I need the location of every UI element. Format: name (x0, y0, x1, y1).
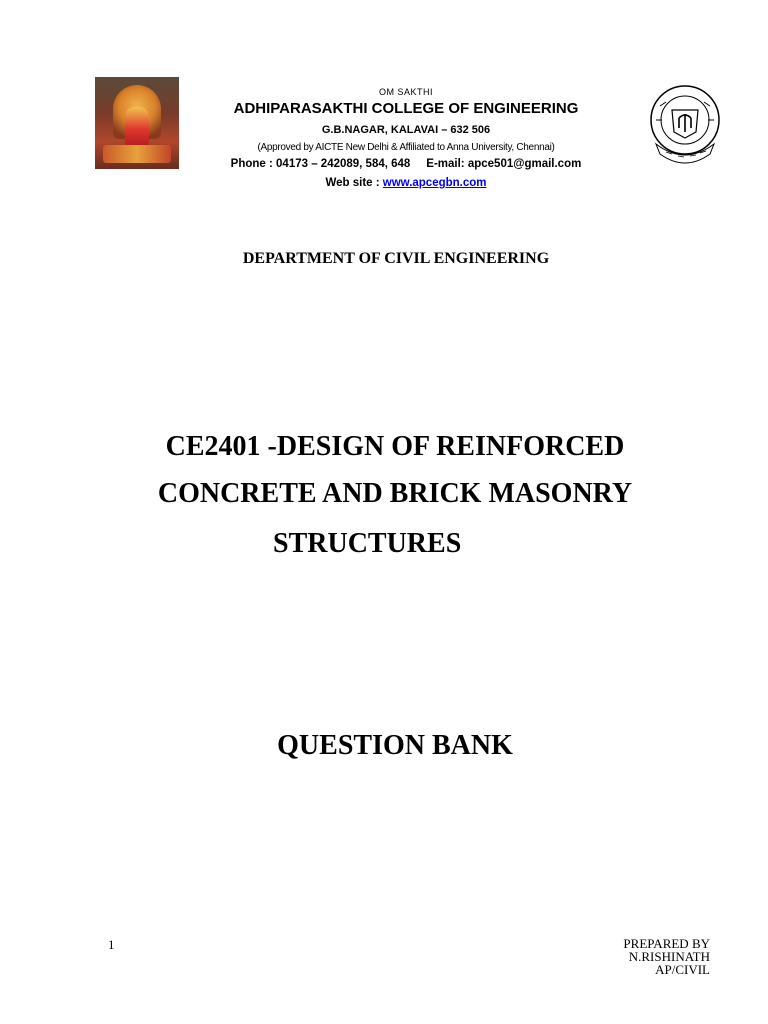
prepared-by-label: PREPARED BY (623, 936, 710, 951)
deity-photo (95, 77, 179, 169)
website-line (200, 177, 612, 189)
author-name: N.RISHINATH (628, 949, 710, 964)
website-label: Web site : (325, 177, 383, 189)
college-emblem-icon (646, 84, 724, 164)
page-number: 1 (108, 937, 115, 952)
contact-line: Phone : 04173 – 242089, 584, 648 E-mail: apce501@gmail.com (230, 158, 582, 170)
department-name: DEPARTMENT OF CIVIL ENGINEERING (242, 250, 550, 267)
om-sakthi: OM SAKTHI (378, 87, 433, 97)
website-link[interactable]: www.apcegbn.com (382, 177, 487, 189)
college-name: ADHIPARASAKTHI COLLEGE OF ENGINEERING (233, 100, 579, 117)
college-address: G.B.NAGAR, KALAVAI – 632 506 (321, 124, 491, 136)
course-title-line2: CONCRETE AND BRICK MASONRY (157, 478, 633, 509)
author-designation: AP/CIVIL (655, 962, 710, 977)
approval-note: (Approved by AICTE New Delhi & Affiliated to Anna University, Chennai) (257, 142, 555, 153)
prepared-by-block (623, 937, 710, 976)
course-title-line1: CE2401 -DESIGN OF REINFORCED (165, 431, 625, 462)
course-title-line3: STRUCTURES (273, 528, 462, 559)
document-type: QUESTION BANK (277, 730, 513, 761)
